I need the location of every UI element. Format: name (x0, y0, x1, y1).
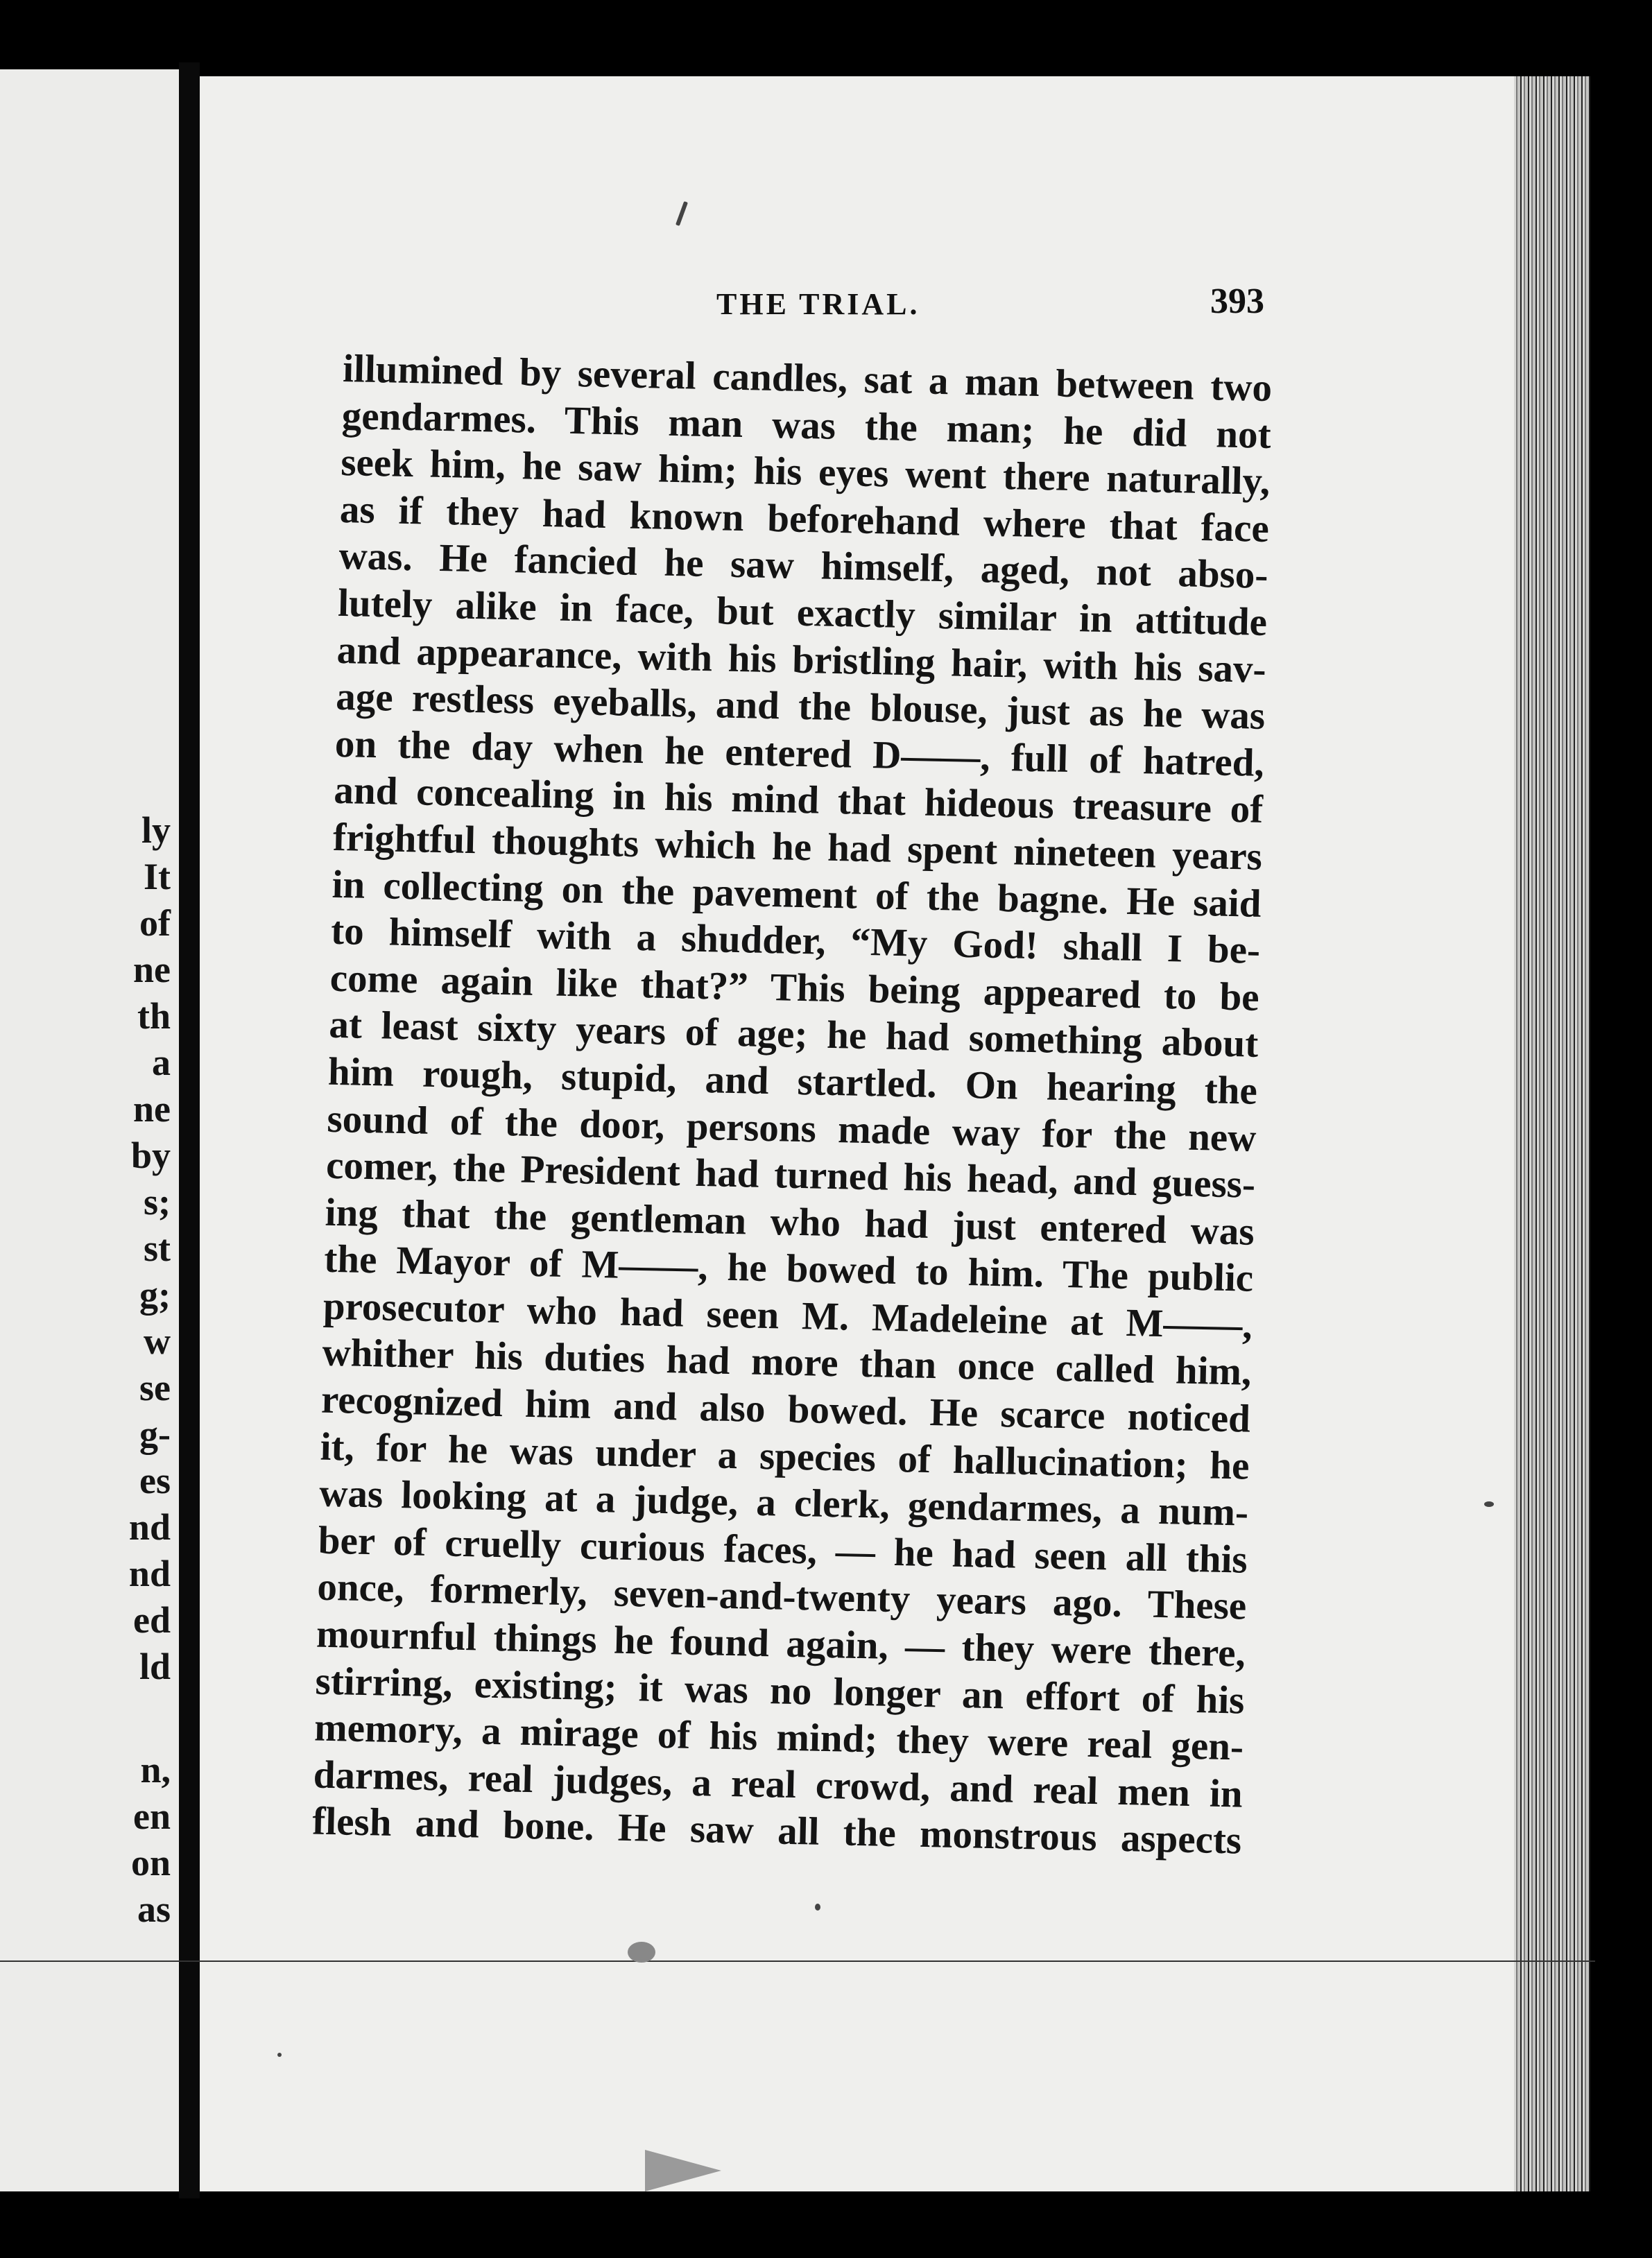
left-page (0, 69, 183, 2191)
text-line: and concealing in his mind that hideous treasure of (333, 768, 1264, 832)
left-page-fragment: on (130, 1842, 171, 1884)
left-page-fragment: n, (140, 1749, 171, 1791)
text-line: it, for he was under a species of hallucination; he (320, 1424, 1250, 1488)
ink-speck (1484, 1501, 1494, 1507)
text-line: to himself with a shudder, “My God! shall I be- (330, 908, 1261, 972)
text-line: recognized him and also bowed. He scarce noticed (320, 1377, 1251, 1441)
left-page-fragment: of (139, 902, 171, 944)
left-page-fragment: ne (133, 949, 171, 990)
text-line: in collecting on the pavement of the bagne. He said (332, 862, 1262, 926)
left-page-fragment: It (144, 856, 171, 897)
text-line: was looking at a judge, a clerk, gendarmes, a num- (318, 1471, 1249, 1535)
text-line: ber of cruelly curious faces, — he had seen all this (318, 1518, 1248, 1582)
page-number: 393 (1210, 282, 1264, 321)
left-page-fragment: ly (141, 809, 171, 851)
left-page-fragment: g; (139, 1274, 171, 1316)
left-page-fragment: en (133, 1795, 171, 1837)
text-line: prosecutor who had seen M. Madeleine at M——, (322, 1284, 1253, 1347)
page-header (508, 281, 1264, 329)
text-line: once, formerly, seven-and-twenty years ago. These (316, 1565, 1247, 1629)
page-edges (1514, 76, 1590, 2191)
left-page-fragment: se (139, 1367, 171, 1408)
text-line: darmes, real judges, a real crowd, and real men in (313, 1752, 1244, 1816)
left-page-fragment: st (144, 1227, 171, 1269)
text-line: at least sixty years of age; he had something about (328, 1003, 1259, 1067)
text-line: flesh and bone. He saw all the monstrous aspects (311, 1799, 1242, 1863)
text-line: seek him, he saw him; his eyes went there naturally, (340, 440, 1271, 504)
text-line: comer, the President had turned his head, and guess- (325, 1143, 1256, 1207)
text-line: mournful things he found again, — they were there, (316, 1612, 1246, 1675)
text-line: on the day when he entered D——, full of hatred, (334, 721, 1265, 785)
text-line: gendarmes. This man was the man; he did not (341, 393, 1272, 457)
text-line: sound of the door, persons made way for the new (326, 1096, 1257, 1160)
book-gutter (179, 62, 200, 2198)
text-line: come again like that?” This being appeared to be (329, 956, 1260, 1019)
left-page-fragment: th (137, 995, 171, 1037)
left-page-fragment: g- (139, 1413, 171, 1455)
text-line: as if they had known beforehand where that face (339, 487, 1270, 551)
scan-artifact-mark (645, 2150, 721, 2191)
text-line: stirring, existing; it was no longer an effort of his (315, 1659, 1246, 1723)
body-text (312, 345, 1273, 1865)
running-title: THE TRIAL. (716, 287, 920, 321)
scan-rule-line (0, 1960, 1595, 1962)
left-page-fragment: a (152, 1042, 171, 1083)
text-line: whither his duties had more than once called him, (321, 1331, 1252, 1395)
left-page-fragment: ed (133, 1599, 171, 1641)
left-page-fragment: nd (128, 1506, 171, 1548)
left-page-fragment: ne (133, 1088, 171, 1130)
text-line: and appearance, with his bristling hair, with his sav- (336, 628, 1267, 691)
left-page-fragment: w (144, 1320, 171, 1362)
text-line: the Mayor of M——, he bowed to him. The public (323, 1236, 1254, 1301)
text-line: lutely alike in face, but exactly similar in attitude (337, 580, 1268, 644)
text-line: age restless eyeballs, and the blouse, just as he was (335, 675, 1266, 739)
text-line: ing that the gentleman who had just entered was (325, 1190, 1255, 1254)
text-line: frightful thoughts which he had spent nineteen years (332, 815, 1263, 879)
ink-speck (815, 1904, 820, 1911)
text-line: was. He fancied he saw himself, aged, not abso- (338, 534, 1269, 598)
text-line: illumined by several candles, sat a man between two (342, 346, 1273, 411)
ink-speck (628, 1942, 655, 1963)
text-line: him rough, stupid, and startled. On hearing the (327, 1049, 1258, 1113)
left-page-fragment: es (139, 1460, 171, 1501)
left-page-fragment: as (137, 1888, 171, 1930)
left-page-fragment: ld (139, 1646, 171, 1687)
left-page-fragment: s; (144, 1181, 171, 1223)
ink-speck (277, 2053, 282, 2057)
text-line: memory, a mirage of his mind; they were real gen- (313, 1705, 1244, 1769)
left-page-fragment: by (130, 1135, 171, 1176)
left-page-fragment: nd (128, 1553, 171, 1594)
